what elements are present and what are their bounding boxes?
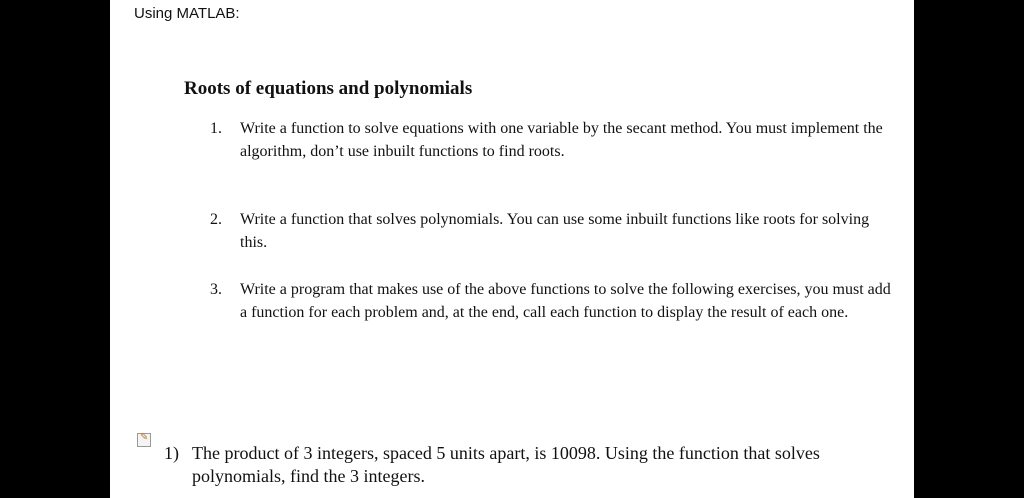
task-number: 2. — [210, 211, 222, 228]
task-text: Write a function to solve equations with one variable by the secant method. You must implement the algorithm, don’t use inbuilt functions to find roots. — [240, 120, 883, 160]
exercise-text: The product of 3 integers, spaced 5 units apart, is 10098. Using the function that solves polynomials, find the 3 integers. — [192, 443, 820, 486]
task-item-2 — [210, 208, 900, 254]
paste-options-icon[interactable] — [137, 433, 151, 447]
task-item-1 — [210, 117, 900, 163]
clipboard-icon: ✎ — [140, 432, 149, 443]
document-page — [110, 0, 914, 498]
task-number: 3. — [210, 281, 222, 298]
exercise-item-1 — [164, 442, 904, 488]
task-item-3 — [210, 278, 900, 324]
task-text: Write a program that makes use of the above functions to solve the following exercises, you must add a function for each problem and, at the end, call each function to display the result of each one. — [240, 281, 891, 321]
task-text: Write a function that solves polynomials. You can use some inbuilt functions like roots for solving this. — [240, 211, 870, 251]
header-label: Using MATLAB: — [134, 5, 240, 22]
exercise-number: 1) — [164, 443, 179, 463]
document-title: Roots of equations and polynomials — [184, 78, 473, 99]
task-number: 1. — [210, 120, 222, 137]
